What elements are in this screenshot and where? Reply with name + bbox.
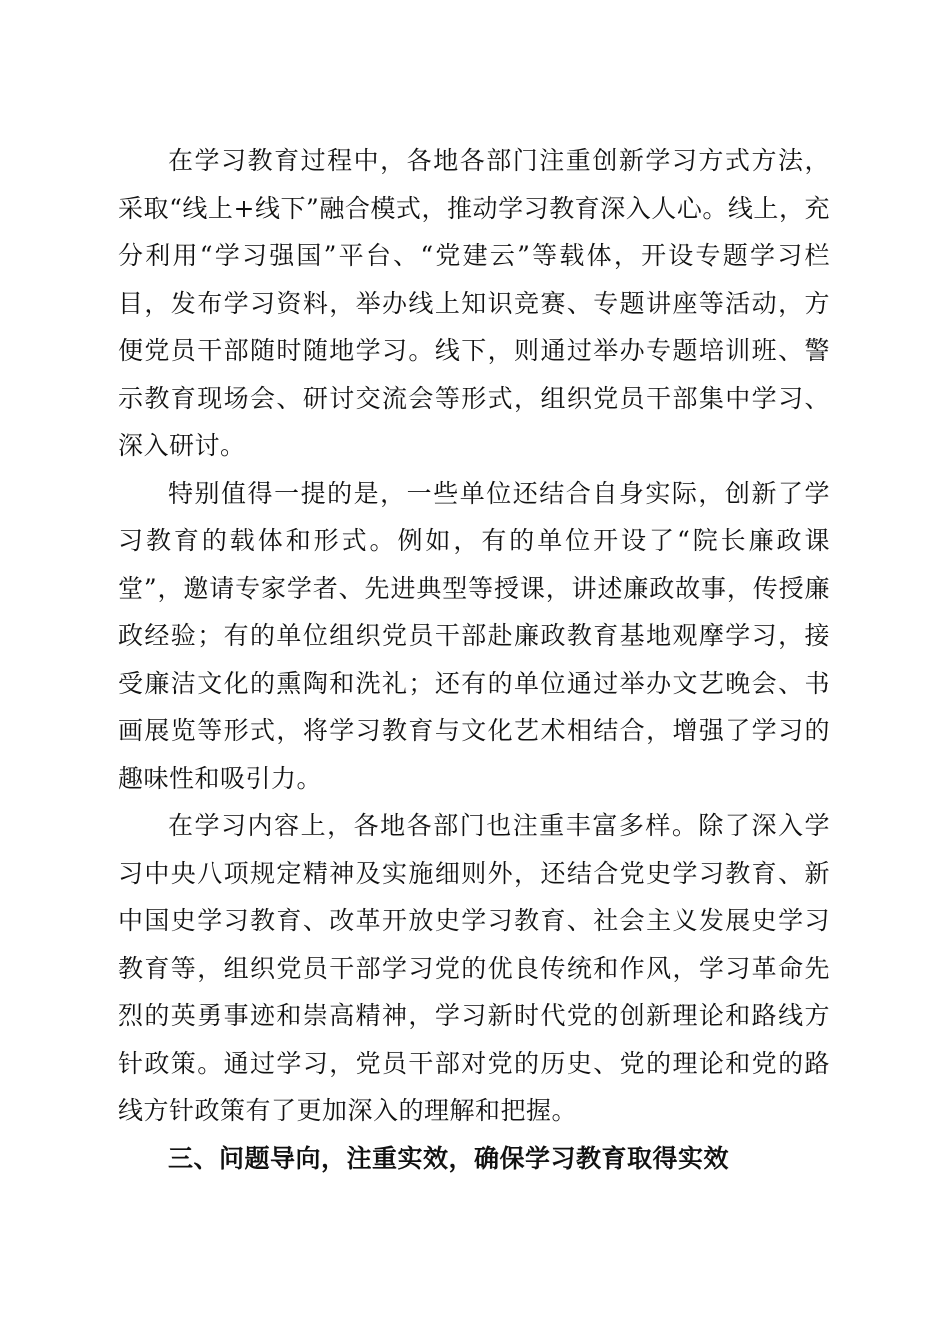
paragraph-innovative-carriers: 特别值得一提的是，一些单位还结合自身实际，创新了学习教育的载体和形式。例如，有的单位开设了“院长廉政课堂”，邀请专家学者、先进典型等授课，讲述廉政故事，传授廉政经验；有的单位组织党员干部赴廉政教育基地观摩学习，接受廉洁文化的熏陶和洗礼；还有的单位通过举办文艺晚会、书画展览等形式，将学习教育与文化艺术相结合，增强了学习的趣味性和吸引力。 [118,478,830,793]
section-heading: 三、问题导向，注重实效，确保学习教育取得实效 [168,1143,730,1173]
paragraph-online-offline-learning: 在学习教育过程中，各地各部门注重创新学习方式方法，采取“线上+线下”融合模式，推动学习教育深入人心。线上，充分利用“学习强国”平台、“党建云”等载体，开设专题学习栏目，发布学习资料，举办线上知识竞赛、专题讲座等活动，方便党员干部随时随地学习。线下，则通过举办专题培训班、警示教育现场会、研讨交流会等形式，组织党员干部集中学习、深入研讨。 [118,146,830,460]
paragraph-learning-content: 在学习内容上，各地各部门也注重丰富多样。除了深入学习中央八项规定精神及实施细则外，还结合党史学习教育、新中国史学习教育、改革开放史学习教育、社会主义发展史学习教育等，组织党员干部学习党的优良传统和作风，学习革命先烈的英勇事迹和崇高精神，学习新时代党的创新理论和路线方针政策。通过学习，党员干部对党的历史、党的理论和党的路线方针政策有了更加深入的理解和把握。 [118,811,830,1125]
document-body [118,137,830,1182]
